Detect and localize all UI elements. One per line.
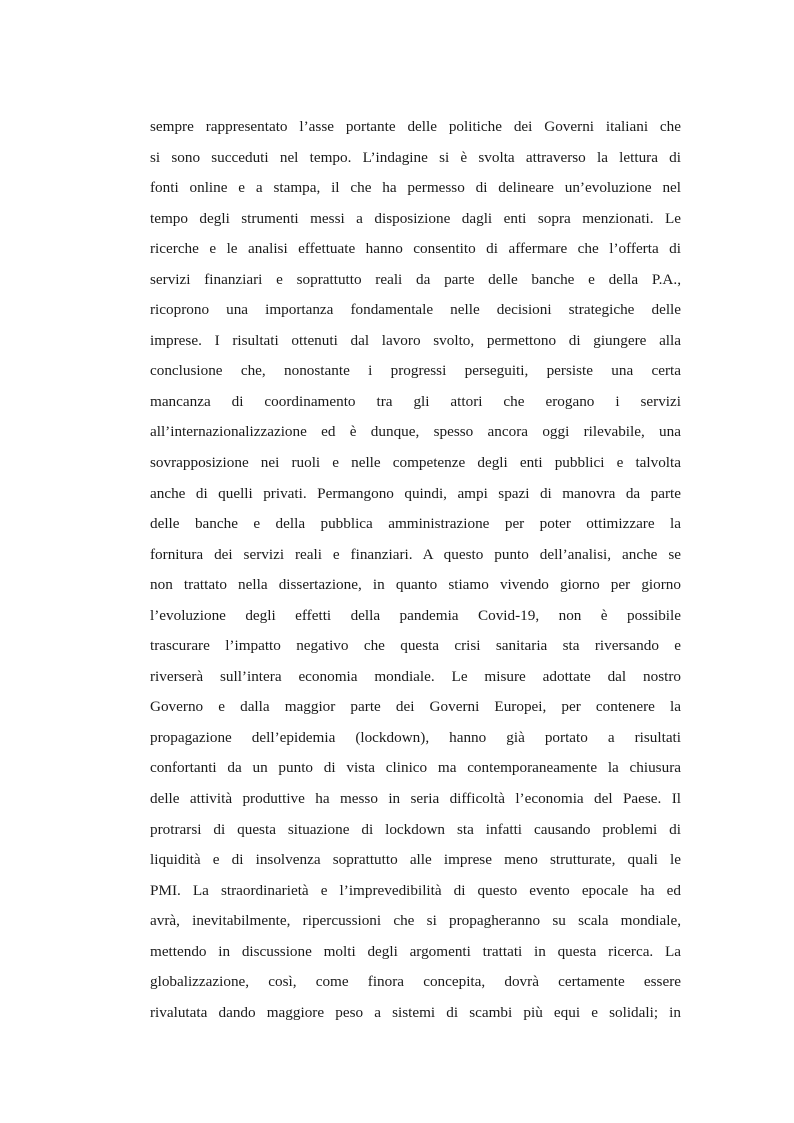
text-line: non trattato nella dissertazione, in quanto stiamo vivendo giorno per giorno [150,576,681,594]
text-line: conclusione che, nonostante i progressi perseguiti, persiste una certa [150,362,681,380]
text-line: liquidità e di insolvenza soprattutto alle imprese meno strutturate, quali le [150,851,681,869]
text-line: ricerche e le analisi effettuate hanno consentito di affermare che l’offerta di [150,240,681,258]
text-line: ricoprono una importanza fondamentale nelle decisioni strategiche delle [150,301,681,319]
text-line: mettendo in discussione molti degli argomenti trattati in questa ricerca. La [150,942,681,960]
text-line: l’evoluzione degli effetti della pandemia Covid-19, non è possibile [150,606,681,624]
text-line: mancanza di coordinamento tra gli attori che erogano i servizi [150,392,681,410]
text-line: sempre rappresentato l’asse portante delle politiche dei Governi italiani che [150,118,681,135]
text-line: protrarsi di questa situazione di lockdown sta infatti causando problemi di [150,820,681,838]
text-line: globalizzazione, così, come finora concepita, dovrà certamente essere [150,973,681,991]
text-line: all’internazionalizzazione ed è dunque, spesso ancora oggi rilevabile, una [150,423,681,441]
text-line: fornitura dei servizi reali e finanziari. A questo punto dell’analisi, anche se [150,545,681,563]
text-line: servizi finanziari e soprattutto reali da parte delle banche e della P.A., [150,270,681,288]
text-line: anche di quelli privati. Permangono quindi, ampi spazi di manovra da parte [150,484,681,502]
text-line: imprese. I risultati ottenuti dal lavoro svolto, permettono di giungere alla [150,331,681,349]
text-line: si sono succeduti nel tempo. L’indagine si è svolta attraverso la lettura di [150,148,681,166]
text-line: PMI. La straordinarietà e l’imprevedibilità di questo evento epocale ha ed [150,881,681,899]
text-line: trascurare l’impatto negativo che questa crisi sanitaria sta riversando e [150,637,681,655]
text-line: delle attività produttive ha messo in seria difficoltà l’economia del Paese. Il [150,790,681,808]
text-line: confortanti da un punto di vista clinico ma contemporaneamente la chiusura [150,759,681,777]
body-paragraph [150,112,681,1028]
text-line: propagazione dell’epidemia (lockdown), hanno già portato a risultati [150,728,681,746]
text-line: tempo degli strumenti messi a disposizione dagli enti sopra menzionati. Le [150,209,681,227]
text-line: riverserà sull’intera economia mondiale. Le misure adottate dal nostro [150,667,681,685]
text-line: avrà, inevitabilmente, ripercussioni che si propagheranno su scala mondiale, [150,912,681,930]
text-line: delle banche e della pubblica amministrazione per poter ottimizzare la [150,515,681,533]
text-line: Governo e dalla maggior parte dei Governi Europei, per contenere la [150,698,681,716]
text-line: sovrapposizione nei ruoli e nelle competenze degli enti pubblici e talvolta [150,454,681,472]
text-line: fonti online e a stampa, il che ha permesso di delineare un’evoluzione nel [150,179,681,197]
text-line: rivalutata dando maggiore peso a sistemi di scambi più equi e solidali; in [150,1003,681,1021]
